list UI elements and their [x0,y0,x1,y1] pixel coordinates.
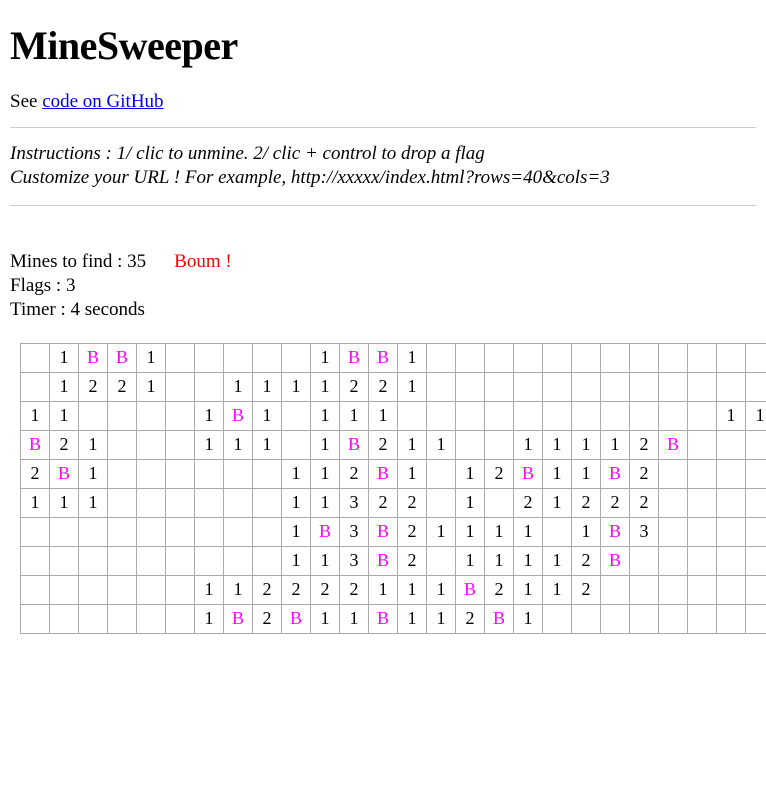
grid-cell-hidden[interactable] [21,546,50,575]
grid-cell-number[interactable]: 2 [398,546,427,575]
grid-cell-hidden[interactable] [572,343,601,372]
grid-cell-number[interactable]: 1 [514,517,543,546]
grid-cell-empty[interactable] [137,430,166,459]
grid-cell-hidden[interactable] [50,604,79,633]
grid-cell-hidden[interactable] [659,575,688,604]
grid-cell-mine[interactable]: B [311,517,340,546]
grid-cell-hidden[interactable] [601,343,630,372]
grid-cell-number[interactable]: 2 [340,459,369,488]
boum-status-badge: Boum ! [174,250,232,272]
grid-cell-number[interactable]: 1 [456,459,485,488]
grid-cell-hidden[interactable] [21,517,50,546]
grid-cell-empty[interactable] [108,401,137,430]
grid-cell-number[interactable]: 1 [572,517,601,546]
grid-cell-hidden[interactable] [514,401,543,430]
see-prefix-label: See [10,91,43,112]
grid-cell-number[interactable]: 1 [50,343,79,372]
grid-cell-hidden[interactable] [21,604,50,633]
grid-row [21,430,766,459]
grid-cell-hidden[interactable] [688,604,717,633]
grid-cell-number[interactable]: 1 [79,459,108,488]
grid-cell-number[interactable]: 1 [253,430,282,459]
grid-cell-number[interactable]: 1 [717,401,746,430]
grid-cell-hidden[interactable] [543,401,572,430]
grid-cell-number[interactable]: 3 [630,517,659,546]
grid-cell-hidden[interactable] [717,575,746,604]
grid-cell-hidden[interactable] [601,604,630,633]
grid-cell-number[interactable]: 2 [340,372,369,401]
grid-cell-number[interactable]: 1 [224,372,253,401]
grid-cell-mine[interactable]: B [601,517,630,546]
grid-cell-mine[interactable]: B [79,343,108,372]
grid-cell-number[interactable]: 1 [340,604,369,633]
grid-cell-hidden[interactable] [50,517,79,546]
grid-cell-number[interactable]: 1 [746,401,766,430]
grid-cell-hidden[interactable] [746,343,766,372]
grid-cell-number[interactable]: 1 [79,488,108,517]
grid-cell-number[interactable]: 1 [427,604,456,633]
grid-cell-number[interactable]: 1 [137,343,166,372]
grid-row [21,459,766,488]
grid-cell-number[interactable]: 1 [485,546,514,575]
grid-cell-hidden[interactable] [166,372,195,401]
grid-cell-hidden[interactable] [746,430,766,459]
grid-cell-mine[interactable]: B [601,546,630,575]
grid-cell-number[interactable]: 1 [311,546,340,575]
grid-cell-number[interactable]: 2 [253,575,282,604]
divider-top [10,127,756,128]
grid-cell-empty[interactable] [108,517,137,546]
grid-cell-mine[interactable]: B [369,517,398,546]
github-link[interactable]: code on GitHub [42,91,164,112]
grid-cell-number[interactable]: 1 [311,401,340,430]
grid-row [21,517,766,546]
grid-cell-empty[interactable] [224,459,253,488]
grid-cell-number[interactable]: 1 [311,343,340,372]
grid-cell-hidden[interactable] [717,343,746,372]
grid-cell-hidden[interactable] [601,372,630,401]
grid-cell-hidden[interactable] [601,575,630,604]
grid-cell-number[interactable]: 2 [398,517,427,546]
grid-cell-number[interactable]: 1 [543,575,572,604]
grid-cell-number[interactable]: 1 [543,546,572,575]
grid-cell-hidden[interactable] [485,372,514,401]
grid-cell-number[interactable]: 3 [340,488,369,517]
grid-cell-number[interactable]: 1 [195,401,224,430]
grid-cell-number[interactable]: 1 [311,459,340,488]
grid-cell-number[interactable]: 1 [21,401,50,430]
grid-cell-hidden[interactable] [166,343,195,372]
grid-cell-hidden[interactable] [630,401,659,430]
grid-row [21,604,766,633]
grid-cell-number[interactable]: 1 [398,430,427,459]
grid-cell-hidden[interactable] [572,372,601,401]
grid-cell-hidden[interactable] [195,343,224,372]
timer-row [10,298,756,322]
grid-cell-empty[interactable] [108,546,137,575]
flags-row [10,274,756,298]
grid-cell-hidden[interactable] [746,604,766,633]
grid-cell-number[interactable]: 1 [282,488,311,517]
grid-row [21,401,766,430]
grid-cell-hidden[interactable] [224,343,253,372]
grid-row [21,343,766,372]
grid-cell-number[interactable]: 1 [456,517,485,546]
grid-cell-number[interactable]: 1 [21,488,50,517]
grid-cell-hidden[interactable] [166,604,195,633]
grid-cell-number[interactable]: 2 [340,575,369,604]
grid-cell-number[interactable]: 1 [485,517,514,546]
grid-cell-mine[interactable]: B [224,604,253,633]
grid-cell-hidden[interactable] [717,488,746,517]
grid-row [21,488,766,517]
grid-cell-hidden[interactable] [630,546,659,575]
grid-cell-empty[interactable] [253,459,282,488]
grid-cell-exploded-mine[interactable]: B [485,488,514,517]
grid-cell-number[interactable]: 2 [369,488,398,517]
grid-cell-mine[interactable]: B [224,401,253,430]
instructions-line-2: Customize your URL ! For example, http://xxxxx/index.html?rows=40&cols=3 [10,167,610,189]
grid-cell-hidden[interactable] [166,459,195,488]
grid-cell-empty[interactable] [79,604,108,633]
flags-label: Flags : 3 [10,274,76,296]
grid-cell-hidden[interactable] [195,546,224,575]
grid-cell-hidden[interactable] [630,343,659,372]
grid-cell-hidden[interactable] [485,430,514,459]
grid-cell-number[interactable]: 1 [340,401,369,430]
grid-cell-number[interactable]: 1 [398,575,427,604]
grid-cell-mine[interactable]: B [659,430,688,459]
grid-cell-empty[interactable] [398,401,427,430]
grid-cell-empty[interactable] [79,575,108,604]
grid-cell-hidden[interactable] [717,459,746,488]
grid-cell-number[interactable]: 2 [485,575,514,604]
page-title: MineSweeper [10,23,238,68]
grid-cell-hidden[interactable] [688,401,717,430]
grid-cell-number[interactable]: 1 [398,459,427,488]
grid-cell-number[interactable]: 1 [572,459,601,488]
grid-cell-number[interactable]: 1 [514,604,543,633]
grid-cell-number[interactable]: 1 [572,430,601,459]
grid-cell-hidden[interactable] [456,430,485,459]
grid-cell-number[interactable]: 1 [137,372,166,401]
grid-cell-number[interactable]: 2 [369,372,398,401]
grid-cell-hidden[interactable] [427,401,456,430]
grid-cell-hidden[interactable] [166,575,195,604]
grid-cell-number[interactable]: 1 [543,459,572,488]
instructions-line-1: Instructions : 1/ clic to unmine. 2/ clic + control to drop a flag [10,143,485,164]
grid-cell-hidden[interactable] [282,343,311,372]
grid-cell-empty[interactable] [137,575,166,604]
grid-cell-number[interactable]: 1 [282,372,311,401]
grid-cell-hidden[interactable] [630,372,659,401]
grid-cell-number[interactable]: 2 [572,575,601,604]
grid-cell-hidden[interactable] [659,604,688,633]
grid-cell-hidden[interactable] [195,372,224,401]
grid-cell-hidden[interactable] [746,372,766,401]
grid-cell-hidden[interactable] [514,343,543,372]
grid-cell-number[interactable]: 2 [572,546,601,575]
grid-cell-hidden[interactable] [195,488,224,517]
grid-cell-empty[interactable] [253,546,282,575]
grid-cell-number[interactable]: 1 [427,517,456,546]
grid-cell-mine[interactable]: B [601,459,630,488]
grid-cell-hidden[interactable] [166,430,195,459]
grid-cell-number[interactable]: 2 [514,488,543,517]
grid-cell-hidden[interactable] [659,401,688,430]
grid-cell-hidden[interactable] [485,343,514,372]
grid-cell-number[interactable]: 3 [340,546,369,575]
grid-cell-empty[interactable] [137,459,166,488]
grid-cell-hidden[interactable] [572,401,601,430]
grid-cell-hidden[interactable] [659,343,688,372]
grid-cell-hidden[interactable] [688,430,717,459]
grid-cell-number[interactable]: 1 [427,430,456,459]
grid-cell-hidden[interactable] [688,546,717,575]
grid-cell-empty[interactable] [108,430,137,459]
grid-cell-hidden[interactable] [166,546,195,575]
grid-cell-hidden[interactable] [253,343,282,372]
grid-cell-empty[interactable] [427,488,456,517]
grid-cell-hidden[interactable] [717,604,746,633]
grid-cell-empty[interactable] [224,546,253,575]
grid-cell-number[interactable]: 1 [398,604,427,633]
grid-cell-mine[interactable]: B [485,604,514,633]
grid-cell-empty[interactable] [108,459,137,488]
grid-cell-empty[interactable] [282,430,311,459]
status-block [10,250,756,323]
grid-cell-hidden[interactable] [21,372,50,401]
grid-cell-number[interactable]: 1 [311,430,340,459]
grid-cell-hidden[interactable] [50,546,79,575]
grid-cell-mine[interactable]: B [50,459,79,488]
grid-cell-empty[interactable] [108,575,137,604]
grid-cell-number[interactable]: 2 [311,575,340,604]
grid-cell-number[interactable]: 2 [601,488,630,517]
grid-cell-mine[interactable]: B [369,604,398,633]
grid-cell-number[interactable]: 1 [195,430,224,459]
grid-cell-number[interactable]: 1 [543,430,572,459]
grid-cell-hidden[interactable] [688,459,717,488]
grid-cell-number[interactable]: 1 [311,488,340,517]
grid-cell-hidden[interactable] [630,604,659,633]
grid-cell-empty[interactable] [253,488,282,517]
grid-cell-number[interactable]: 1 [543,488,572,517]
grid-cell-hidden[interactable] [688,575,717,604]
grid-cell-hidden[interactable] [717,546,746,575]
grid-cell-empty[interactable] [427,459,456,488]
grid-cell-hidden[interactable] [688,372,717,401]
grid-cell-hidden[interactable] [456,401,485,430]
grid-cell-empty[interactable] [79,517,108,546]
grid-cell-empty[interactable] [427,546,456,575]
grid-cell-mine[interactable]: B [369,546,398,575]
grid-cell-hidden[interactable] [21,575,50,604]
grid-cell-number[interactable]: 1 [398,372,427,401]
grid-cell-hidden[interactable] [717,372,746,401]
github-line [10,91,756,113]
grid-cell-hidden[interactable] [166,517,195,546]
grid-cell-hidden[interactable] [630,575,659,604]
grid-cell-number[interactable]: 2 [630,430,659,459]
grid-cell-number[interactable]: 2 [50,430,79,459]
grid-cell-number[interactable]: 1 [195,575,224,604]
divider-bottom [10,205,756,206]
grid-cell-hidden[interactable] [717,517,746,546]
grid-cell-number[interactable]: 1 [427,575,456,604]
grid-cell-number[interactable]: 1 [50,401,79,430]
grid-cell-mine[interactable]: B [456,575,485,604]
grid-cell-hidden[interactable] [746,546,766,575]
grid-cell-hidden[interactable] [21,343,50,372]
grid-cell-number[interactable]: 1 [601,430,630,459]
grid-cell-hidden[interactable] [166,401,195,430]
grid-cell-number[interactable]: 2 [21,459,50,488]
grid-cell-number[interactable]: 2 [572,488,601,517]
grid-cell-hidden[interactable] [427,372,456,401]
grid-cell-empty[interactable] [224,488,253,517]
grid-cell-empty[interactable] [79,546,108,575]
grid-cell-hidden[interactable] [688,343,717,372]
grid-cell-hidden[interactable] [659,546,688,575]
grid-cell-empty[interactable] [253,517,282,546]
grid-cell-number[interactable]: 1 [50,372,79,401]
grid-cell-hidden[interactable] [166,488,195,517]
grid-cell-number[interactable]: 2 [630,488,659,517]
grid-cell-hidden[interactable] [746,488,766,517]
grid-cell-number[interactable]: 2 [282,575,311,604]
grid-cell-empty[interactable] [108,604,137,633]
grid-cell-empty[interactable] [137,546,166,575]
instructions-block [10,142,756,191]
grid-cell-hidden[interactable] [456,372,485,401]
grid-cell-number[interactable]: 1 [79,430,108,459]
grid-cell-hidden[interactable] [485,401,514,430]
grid-cell-number[interactable]: 1 [50,488,79,517]
grid-cell-number[interactable]: 1 [456,488,485,517]
grid-cell-hidden[interactable] [543,604,572,633]
grid-cell-number[interactable]: 1 [195,604,224,633]
grid-cell-number[interactable]: 1 [456,546,485,575]
minesweeper-grid[interactable] [20,343,766,634]
grid-row [21,546,766,575]
grid-cell-number[interactable]: 1 [311,372,340,401]
grid-cell-mine[interactable]: B [340,430,369,459]
grid-cell-hidden[interactable] [195,459,224,488]
grid-cell-hidden[interactable] [50,575,79,604]
grid-cell-mine[interactable]: B [514,459,543,488]
grid-cell-hidden[interactable] [543,343,572,372]
grid-cell-hidden[interactable] [688,488,717,517]
grid-cell-number[interactable]: 2 [456,604,485,633]
grid-cell-empty[interactable] [137,488,166,517]
grid-cell-hidden[interactable] [659,372,688,401]
grid-cell-empty[interactable] [282,401,311,430]
grid-cell-hidden[interactable] [514,372,543,401]
grid-cell-number[interactable]: 2 [369,430,398,459]
grid-cell-number[interactable]: 2 [253,604,282,633]
grid-cell-hidden[interactable] [746,459,766,488]
grid-cell-hidden[interactable] [543,372,572,401]
grid-cell-hidden[interactable] [717,430,746,459]
grid-cell-number[interactable]: 1 [253,372,282,401]
grid-cell-number[interactable]: 1 [369,401,398,430]
grid-cell-empty[interactable] [108,488,137,517]
grid-cell-number[interactable]: 3 [340,517,369,546]
grid-cell-mine[interactable]: B [369,343,398,372]
grid-cell-empty[interactable] [224,517,253,546]
mines-to-find-label: Mines to find : 35 [10,250,147,272]
grid-cell-hidden[interactable] [601,401,630,430]
grid-cell-number[interactable]: 1 [224,430,253,459]
grid-cell-empty[interactable] [137,401,166,430]
grid-cell-number[interactable]: 2 [79,372,108,401]
grid-cell-mine[interactable]: B [282,604,311,633]
grid-cell-number[interactable]: 1 [369,575,398,604]
grid-cell-mine[interactable]: B [340,343,369,372]
grid-cell-number[interactable]: 1 [514,430,543,459]
grid-cell-number[interactable]: 2 [630,459,659,488]
grid-row [21,575,766,604]
grid-cell-empty[interactable] [543,517,572,546]
grid-cell-hidden[interactable] [427,343,456,372]
grid-cell-number[interactable]: 2 [485,459,514,488]
grid-cell-hidden[interactable] [572,604,601,633]
grid-cell-number[interactable]: 1 [282,546,311,575]
grid-cell-hidden[interactable] [659,459,688,488]
grid-cell-number[interactable]: 1 [253,401,282,430]
grid-cell-mine[interactable]: B [108,343,137,372]
mines-row [10,250,756,274]
grid-cell-number[interactable]: 1 [514,546,543,575]
grid-cell-empty[interactable] [137,517,166,546]
grid-cell-number[interactable]: 2 [108,372,137,401]
grid-cell-hidden[interactable] [688,517,717,546]
grid-cell-number[interactable]: 1 [282,459,311,488]
grid-cell-number[interactable]: 2 [398,488,427,517]
grid-cell-number[interactable]: 1 [282,517,311,546]
grid-body [21,343,766,633]
grid-cell-number[interactable]: 1 [514,575,543,604]
grid-cell-mine[interactable]: B [21,430,50,459]
grid-cell-mine[interactable]: B [369,459,398,488]
grid-cell-number[interactable]: 1 [398,343,427,372]
grid-cell-hidden[interactable] [659,517,688,546]
grid-cell-empty[interactable] [137,604,166,633]
grid-cell-hidden[interactable] [746,575,766,604]
grid-cell-hidden[interactable] [456,343,485,372]
grid-cell-number[interactable]: 1 [224,575,253,604]
timer-label: Timer : 4 seconds [10,299,145,321]
grid-cell-hidden[interactable] [195,517,224,546]
grid-cell-hidden[interactable] [659,488,688,517]
grid-cell-number[interactable]: 1 [311,604,340,633]
grid-cell-empty[interactable] [79,401,108,430]
grid-row [21,372,766,401]
grid-cell-hidden[interactable] [746,517,766,546]
